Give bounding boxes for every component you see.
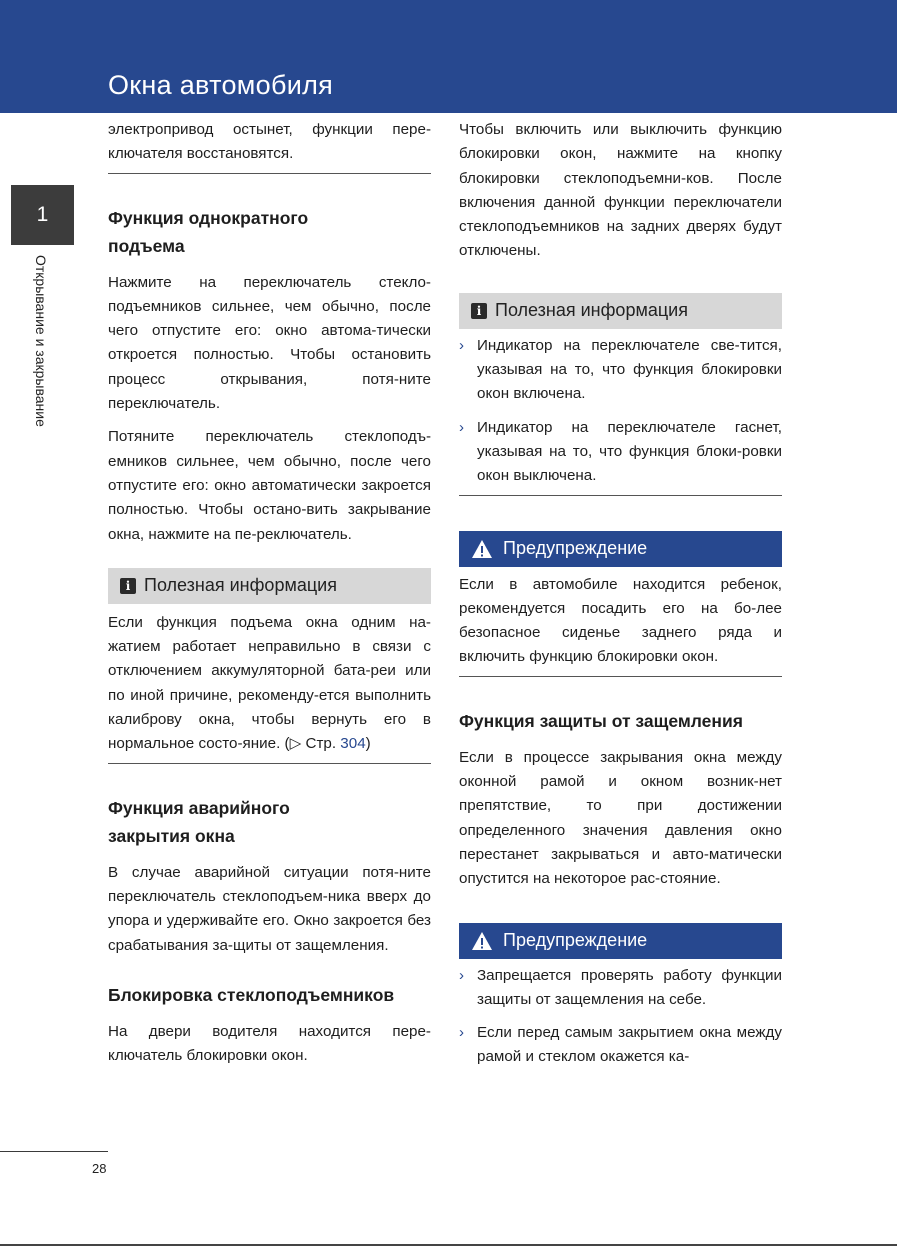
page-ref-link[interactable]: 304 [340,735,366,753]
warning-bullet-list [459,964,782,1070]
right-column [459,118,782,1070]
section-divider [108,763,431,764]
info-icon: i [120,578,136,594]
chapter-number-tab: 1 [11,185,74,245]
paragraph: Чтобы включить или выключить функцию блокировки окон, нажмите на кнопку блокировки стеклоподъемни-ков. После включения данной функции переключатели стеклоподъемников на задних дверях будут отключены. [459,121,782,260]
heading-line: Функция аварийного [108,797,290,818]
list-item [459,964,782,1013]
warning-box-header [459,531,782,567]
paragraph: Нажмите на переключатель стекло-подъемников сильнее, чем обычно, после чего отпустите его: окно автома-тически откроется полностью. Чтобы остановить процесс открывания, потя-ните переключатель. [108,273,431,413]
paragraph: Если в процессе закрывания окна между оконной рамой и окном возник-нет препятствие, то при достижении определенного значения давления окно перестанет закрываться и авто-матически опустится на некоторое рас-стояние. [459,748,782,888]
warning-box-header [459,923,782,959]
chapter-label: Открывание и закрывание [33,255,49,427]
page-number: 28 [92,1161,107,1176]
list-item-text: Если перед самым закрытием окна между рамой и стеклом окажется ка- [477,1024,782,1066]
paragraph: Потяните переключатель стеклоподъ-емников сильнее, чем обычно, после чего отпустите его: окно автоматически закроется полностью. Чтобы остано-вить закрывание окна, нажмите на пе-реключатель. [108,428,431,543]
warning-paragraph: Если в автомобиле находится ребенок, рекомендуется посадить его на бо-лее безопасное сиденье заднего ряда и включить функцию блокировки окон. [459,575,782,666]
footer-divider [0,1151,108,1152]
page-bottom-border [0,1244,897,1246]
page-header [0,0,897,113]
bullet-chevron-icon: › [459,966,464,984]
page-ref-label: Стр. [301,735,341,753]
info-box-title: Полезная информация [144,575,337,596]
section-heading-single-touch [108,204,431,260]
paragraph: В случае аварийной ситуации потя-ните переключатель стеклоподъем-ника вверх до упора и удерживайте его. Окно закроется без срабатывания за-щиты от защемления. [108,863,431,954]
info-paragraph [108,611,431,757]
paragraph: На двери водителя находится пере-ключатель блокировки окон. [108,1022,431,1065]
heading-line: подъема [108,235,185,256]
section-heading-pinch: Функция защиты от защемления [459,710,743,731]
heading-line: Функция однократного [108,207,309,228]
heading-line: закрытия окна [108,825,235,846]
warning-triangle-icon [471,539,493,559]
page-ref-arrow-icon: ▷ [289,735,302,753]
list-item-text: Индикатор на переключателе гаснет, указывая на то, что функция блоки-ровки окон выключена. [477,418,782,485]
info-box-header [459,293,782,329]
bullet-chevron-icon: › [459,336,464,354]
info-text: Если функция подъема окна одним на-жатием работает неправильно в связи с отключением аккумуляторной бата-реи или по иной причине, рекоменду-ется выполнить калиброву окна, чтобы вернуть его в нормальное состо-яние. ( [108,613,431,753]
info-bullet-list [459,334,782,489]
list-item-text: Запрещается проверять работу функции защиты от защемления на себе. [477,966,782,1008]
info-box-title: Полезная информация [495,300,688,321]
list-item [459,416,782,489]
bullet-chevron-icon: › [459,418,464,436]
bullet-chevron-icon: › [459,1024,464,1042]
continued-paragraph: электропривод остынет, функции пере-ключателя восстановятся. [108,121,431,163]
section-divider [108,173,431,174]
info-icon: i [471,303,487,319]
warning-box-title: Предупреждение [503,538,648,559]
page-title: Окна автомобиля [108,70,334,100]
warning-triangle-icon [471,931,493,951]
page-ref-close: ) [365,735,371,753]
info-box-header [108,568,431,604]
left-column [108,118,431,1068]
warning-box-title: Предупреждение [503,930,648,951]
section-heading-lock: Блокировка стеклоподъемников [108,984,395,1005]
section-heading-emergency [108,794,431,850]
list-item [459,334,782,407]
section-divider [459,676,782,677]
section-divider [459,495,782,496]
list-item-text: Индикатор на переключателе све-тится, указывая на то, что функция блокировки окон включена. [477,336,782,403]
list-item [459,1021,782,1070]
